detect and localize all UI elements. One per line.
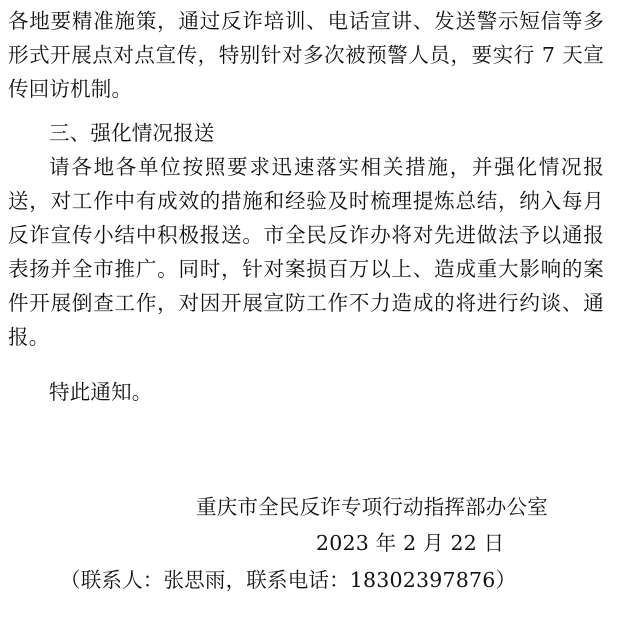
closing-line: 特此通知。: [49, 380, 153, 404]
section-heading-3: 三、强化情况报送: [49, 121, 215, 145]
signature-date: 2023 年 2 月 22 日: [316, 531, 505, 555]
paragraph-continuation: 各地要精准施策，通过反诈培训、电话宣讲、发送警示短信等多形式开展点对点宣传，特别针对多次被预警人员，要实行 7 天宣传回访机制。: [8, 9, 604, 101]
signature-organization: 重庆市全民反诈专项行动指挥部办公室: [196, 495, 548, 519]
paragraph-reporting: 请各地各单位按照要求迅速落实相关措施，并强化情况报送，对工作中有成效的措施和经验及时梳理提炼总结，纳入每月反诈宣传小结中积极报送。市全民反诈办将对先进做法予以通报表扬并全市推广。同时，针对案损百万以上、造成重大影响的案件开展倒查工作，对因开展宣防工作不力造成的将进行约谈、通报。: [8, 155, 604, 349]
contact-info: （联系人：张思雨，联系电话：18302397876）: [60, 568, 517, 592]
